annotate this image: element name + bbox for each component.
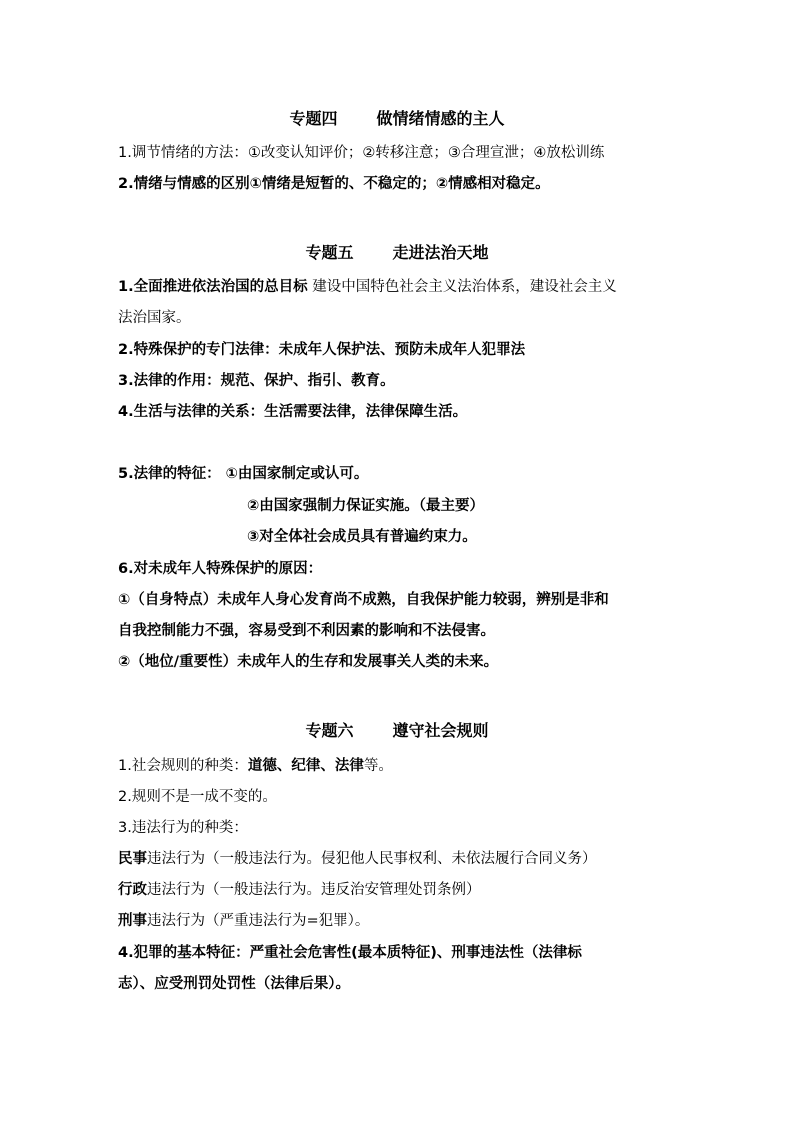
section-title-4: 专题四 做情绪情感的主人 [289,109,505,128]
paragraph: 3.法律的作用：规范、保护、指引、教育。 [118,373,395,389]
text: 违法行为（一般违法行为。违反治安管理处罚条例） [147,882,481,898]
paragraph: 3.违法行为的种类： [118,820,248,836]
paragraph [118,756,393,776]
bold-phrase: 民事 [118,851,147,867]
paragraph [118,277,617,297]
paragraph: 法治国家。 [118,310,191,326]
paragraph: 2.特殊保护的专门法律：未成年人保护法、预防未成年人犯罪法 [118,342,526,358]
paragraph: ②（地位/重要性）未成年人的生存和发展事关人类的未来。 [118,654,499,670]
bold-phrase: 1.全面推进依法治国的总目标 [118,279,308,295]
paragraph: 2.情绪与情感的区别①情绪是短暂的、不稳定的；②情感相对稳定。 [118,176,550,192]
bold-phrase: 道德、纪律、法律 [247,758,364,774]
paragraph: 自我控制能力不强，容易受到不利因素的影响和不法侵害。 [118,623,495,639]
paragraph: 2.规则不是一成不变的。 [118,789,277,805]
section-title-5: 专题五 走进法治天地 [305,243,489,262]
section-title-6: 专题六 遵守社会规则 [305,721,489,740]
text: 等。 [363,758,393,774]
paragraph: 4.犯罪的基本特征：严重社会危害性(最本质特征)、刑事违法性（法律标 [118,945,582,961]
paragraph [118,911,369,931]
text: 建设中国特色社会主义法治体系，建设社会主义 [307,279,617,295]
text: 违法行为（严重违法行为=犯罪）。 [147,913,370,929]
paragraph: ①（自身特点）未成年人身心发育尚不成熟，自我保护能力较弱，辨别是非和 [118,592,609,608]
bold-phrase: 刑事 [118,913,147,929]
paragraph: 志）、应受刑罚处罚性（法律后果）。 [118,976,350,992]
paragraph: ③对全体社会成员具有普遍约束力。 [247,529,477,545]
paragraph: 5.法律的特征： ①由国家制定或认可。 [118,466,369,482]
paragraph: 1.调节情绪的方法：①改变认知评价；②转移注意；③合理宣泄；④放松训练 [118,145,605,161]
paragraph: 6.对未成年人特殊保护的原因： [118,561,323,577]
paragraph [118,849,597,869]
paragraph: ②由国家强制力保证实施。（最主要） [247,498,485,514]
text: 1.社会规则的种类： [118,758,248,774]
paragraph [118,880,481,900]
text: 违法行为（一般违法行为。侵犯他人民事权利、未依法履行合同义务） [147,851,597,867]
paragraph: 4.生活与法律的关系：生活需要法律，法律保障生活。 [118,404,468,420]
bold-phrase: 行政 [118,882,147,898]
